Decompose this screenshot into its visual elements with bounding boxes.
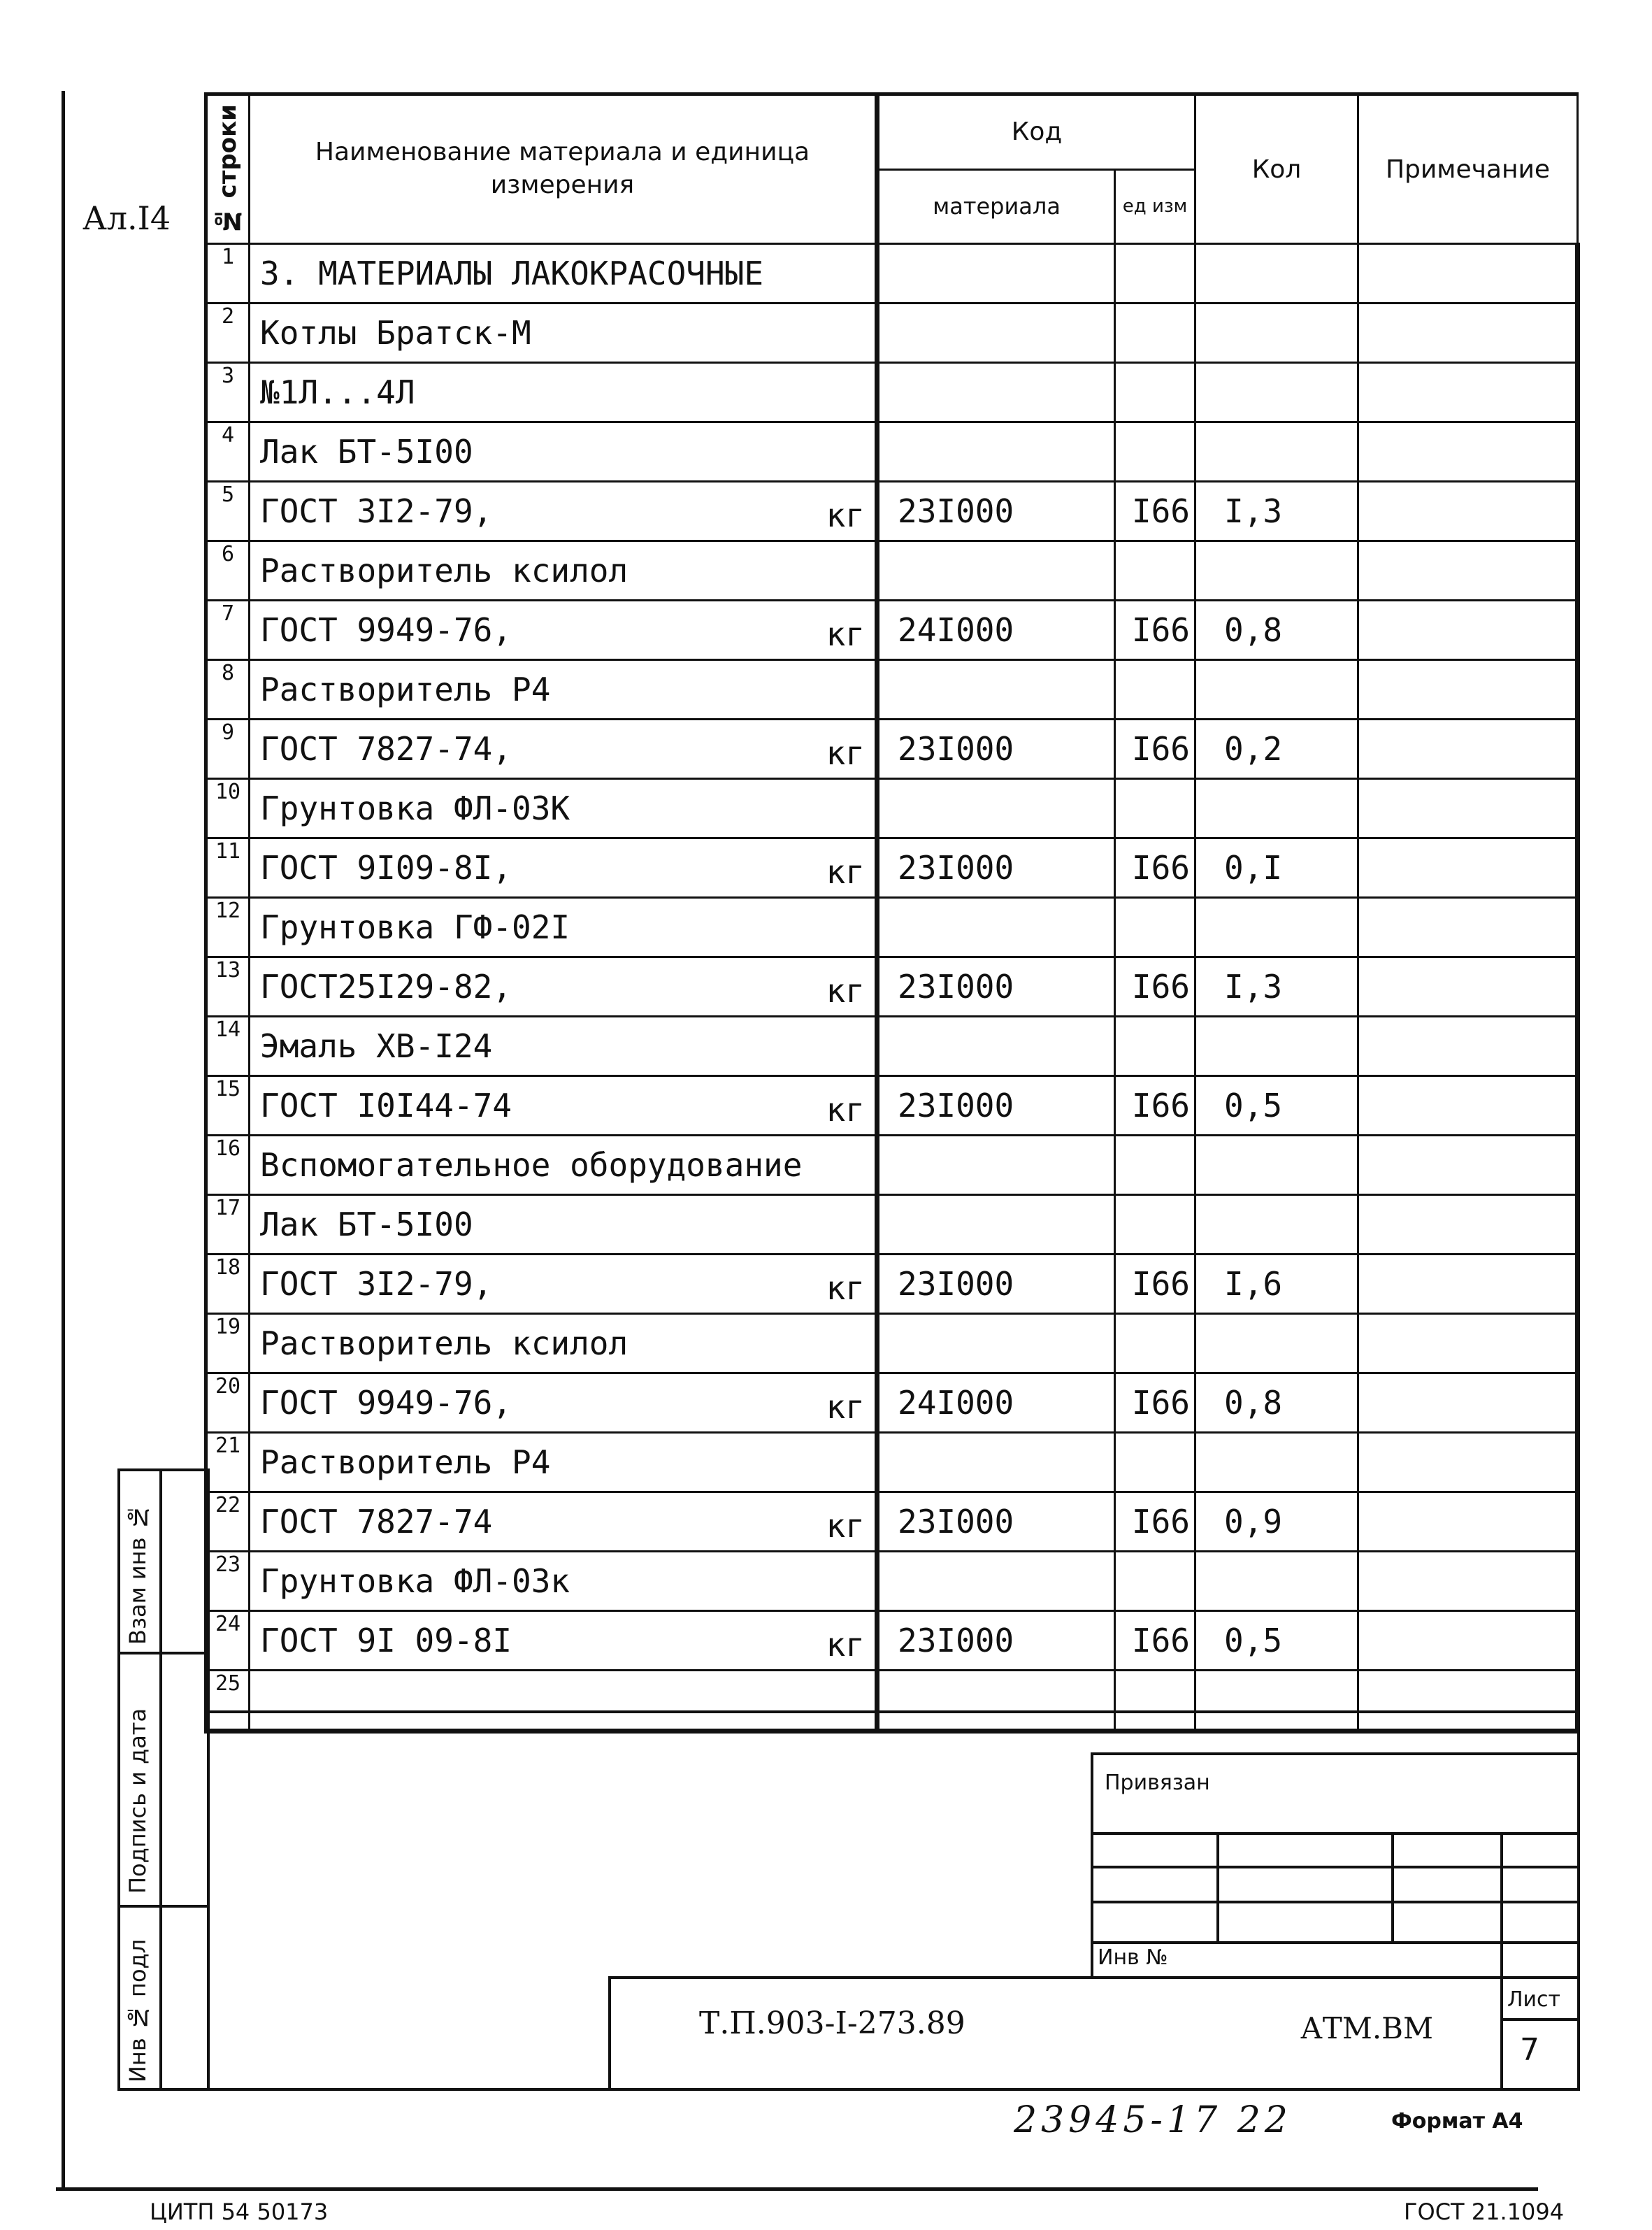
quantity — [1195, 422, 1358, 482]
row-number: 20 — [206, 1373, 250, 1433]
material-name — [250, 1492, 877, 1552]
material-name-text: ГОСТ I0I44-74 — [260, 1087, 512, 1124]
unit-label: кг — [826, 1388, 865, 1426]
table-row — [206, 1255, 1578, 1314]
stamp-line — [1500, 2018, 1580, 2021]
row-number: 25 — [206, 1671, 250, 1731]
row-number: 16 — [206, 1136, 250, 1195]
row-number: 10 — [206, 779, 250, 838]
material-name — [250, 1373, 877, 1433]
material-name — [250, 1611, 877, 1671]
material-name — [250, 838, 877, 898]
table-row — [206, 244, 1578, 303]
print-code-right: ГОСТ 21.1094 — [1404, 2199, 1565, 2225]
row-number: 11 — [206, 838, 250, 898]
unit-code — [1115, 779, 1195, 838]
stamp-line — [608, 1976, 1580, 1979]
material-code: 23I000 — [877, 482, 1115, 541]
unit-code: I66 — [1115, 601, 1195, 660]
material-code: 23I000 — [877, 1255, 1115, 1314]
side-stamp-divider — [159, 1468, 162, 2091]
material-name-text: Растворитель ксилол — [260, 1324, 629, 1362]
stamp-line — [1391, 1832, 1394, 1944]
unit-label: кг — [826, 972, 865, 1010]
material-name-text: ГОСТ 3I2-79, — [260, 492, 493, 530]
material-code — [877, 422, 1115, 482]
row-number: 5 — [206, 482, 250, 541]
row-number: 4 — [206, 422, 250, 482]
side-label-podpis: Подпись и дата — [124, 1708, 151, 1894]
stamp-line — [1091, 1752, 1580, 1755]
sheet-left-border — [62, 91, 65, 2189]
quantity: 0,8 — [1195, 601, 1358, 660]
unit-code — [1115, 1195, 1195, 1255]
row-number: 8 — [206, 660, 250, 720]
quantity — [1195, 1433, 1358, 1492]
unit-code: I66 — [1115, 1076, 1195, 1136]
material-name — [250, 1671, 877, 1731]
row-number: 22 — [206, 1492, 250, 1552]
table-row — [206, 838, 1578, 898]
stamp-line — [1091, 1832, 1580, 1835]
table-row — [206, 1136, 1578, 1195]
note — [1358, 1136, 1578, 1195]
side-stamp-line — [117, 1652, 210, 1654]
note — [1358, 779, 1578, 838]
material-name-text: Эмаль ХВ-I24 — [260, 1027, 493, 1065]
row-number: 3 — [206, 363, 250, 422]
material-code — [877, 1433, 1115, 1492]
row-number: 23 — [206, 1552, 250, 1611]
stamp-line — [1500, 1832, 1503, 2091]
material-name — [250, 720, 877, 779]
material-name — [250, 1255, 877, 1314]
row-number: 19 — [206, 1314, 250, 1373]
quantity: 0,5 — [1195, 1076, 1358, 1136]
material-name-text: ГОСТ 7827-74 — [260, 1503, 493, 1541]
material-name — [250, 601, 877, 660]
note — [1358, 1314, 1578, 1373]
row-number: 21 — [206, 1433, 250, 1492]
unit-code — [1115, 1017, 1195, 1076]
note — [1358, 1552, 1578, 1611]
quantity — [1195, 779, 1358, 838]
note — [1358, 838, 1578, 898]
note — [1358, 541, 1578, 601]
material-name — [250, 1017, 877, 1076]
stamp-list-number: 7 — [1520, 2032, 1539, 2068]
material-name-text: Грунтовка ГФ-02I — [260, 908, 570, 946]
material-code — [877, 1671, 1115, 1731]
stamp-doc-code: Т.П.903-I-273.89 — [699, 2006, 965, 2041]
material-name — [250, 1433, 877, 1492]
format-label: Формат А4 — [1391, 2109, 1523, 2133]
material-name-text: ГОСТ 3I2-79, — [260, 1265, 493, 1303]
material-code: 23I000 — [877, 720, 1115, 779]
table-body — [206, 244, 1578, 1731]
note — [1358, 422, 1578, 482]
table-row — [206, 1314, 1578, 1373]
quantity — [1195, 363, 1358, 422]
material-name-text: Вспомогательное оборудование — [260, 1146, 803, 1184]
stamp-line — [608, 1976, 611, 2091]
unit-code — [1115, 1433, 1195, 1492]
quantity — [1195, 1195, 1358, 1255]
quantity: 0,5 — [1195, 1611, 1358, 1671]
unit-code — [1115, 363, 1195, 422]
quantity — [1195, 898, 1358, 957]
material-code: 23I000 — [877, 1611, 1115, 1671]
unit-code — [1115, 898, 1195, 957]
stamp-list-label: Лист — [1507, 1987, 1561, 2012]
material-name — [250, 898, 877, 957]
unit-code — [1115, 1552, 1195, 1611]
note — [1358, 1017, 1578, 1076]
material-code — [877, 898, 1115, 957]
table-row — [206, 1373, 1578, 1433]
note — [1358, 601, 1578, 660]
material-name — [250, 482, 877, 541]
row-number: 7 — [206, 601, 250, 660]
stamp-inv-no: Инв № — [1098, 1945, 1168, 1970]
unit-code — [1115, 1671, 1195, 1731]
quantity — [1195, 660, 1358, 720]
material-name-text: Лак БТ-5I00 — [260, 1206, 473, 1243]
material-code: 23I000 — [877, 838, 1115, 898]
material-name-text: Котлы Братск-М — [260, 314, 531, 352]
stamp-line — [1091, 1901, 1580, 1903]
stamp-privyazan: Привязан — [1105, 1771, 1210, 1795]
table-row — [206, 482, 1578, 541]
table-row — [206, 1433, 1578, 1492]
table-row — [206, 660, 1578, 720]
table-row — [206, 1076, 1578, 1136]
note — [1358, 1373, 1578, 1433]
table-row — [206, 1611, 1578, 1671]
table-row — [206, 363, 1578, 422]
material-name-text: №1Л...4Л — [260, 373, 415, 411]
sheet-bottom-border — [56, 2187, 1538, 2191]
row-number: 1 — [206, 244, 250, 303]
unit-code: I66 — [1115, 482, 1195, 541]
unit-code: I66 — [1115, 838, 1195, 898]
table-row — [206, 1195, 1578, 1255]
quantity — [1195, 244, 1358, 303]
material-name — [250, 303, 877, 363]
material-name-text: ГОСТ 9949-76, — [260, 1384, 512, 1422]
note — [1358, 898, 1578, 957]
header-code-unit: ед изм — [1115, 169, 1195, 243]
note — [1358, 244, 1578, 303]
table-row — [206, 541, 1578, 601]
row-number: 6 — [206, 541, 250, 601]
table-row — [206, 601, 1578, 660]
row-number: 13 — [206, 957, 250, 1017]
material-name — [250, 779, 877, 838]
stamp-bottom-line — [117, 2088, 1580, 2091]
material-code: 24I000 — [877, 1373, 1115, 1433]
unit-code: I66 — [1115, 957, 1195, 1017]
material-code — [877, 244, 1115, 303]
material-name — [250, 422, 877, 482]
header-note: Примечание — [1358, 94, 1578, 244]
note — [1358, 957, 1578, 1017]
table-row — [206, 422, 1578, 482]
quantity: I,3 — [1195, 482, 1358, 541]
side-label-vzam: Взам инв № — [124, 1503, 151, 1645]
material-name-text: ГОСТ 9I09-8I, — [260, 849, 512, 887]
quantity: 0,I — [1195, 838, 1358, 898]
unit-code — [1115, 303, 1195, 363]
stamp-right-line — [1577, 1710, 1580, 2091]
unit-code — [1115, 660, 1195, 720]
material-name-text: ГОСТ 9949-76, — [260, 611, 512, 649]
material-name-text: Лак БТ-5I00 — [260, 433, 473, 471]
row-number: 15 — [206, 1076, 250, 1136]
note — [1358, 720, 1578, 779]
header-code: Код — [877, 94, 1195, 170]
note — [1358, 660, 1578, 720]
unit-label: кг — [826, 1091, 865, 1129]
stamp-top-line — [207, 1710, 1580, 1713]
material-code: 23I000 — [877, 1076, 1115, 1136]
quantity — [1195, 541, 1358, 601]
row-number: 18 — [206, 1255, 250, 1314]
material-code — [877, 779, 1115, 838]
material-name-text: Грунтовка ФЛ-03к — [260, 1562, 570, 1600]
unit-code — [1115, 541, 1195, 601]
stamp-line — [1091, 1941, 1580, 1944]
quantity: I,6 — [1195, 1255, 1358, 1314]
unit-label: кг — [826, 1626, 865, 1664]
unit-label: кг — [826, 1269, 865, 1307]
row-number: 2 — [206, 303, 250, 363]
table-row — [206, 720, 1578, 779]
table-row — [206, 1492, 1578, 1552]
material-name — [250, 1195, 877, 1255]
quantity: 0,8 — [1195, 1373, 1358, 1433]
sheet-reference: Ал.I4 — [82, 199, 171, 237]
side-stamp-line — [117, 1468, 210, 1471]
unit-code — [1115, 1314, 1195, 1373]
material-name — [250, 1314, 877, 1373]
material-name-text: ГОСТ25I29-82, — [260, 968, 512, 1006]
unit-label: кг — [826, 615, 865, 653]
quantity — [1195, 303, 1358, 363]
note — [1358, 1255, 1578, 1314]
header-code-material: материала — [877, 169, 1115, 243]
note — [1358, 1492, 1578, 1552]
header-name: Наименование материала и единица измерения — [250, 94, 877, 244]
unit-code — [1115, 422, 1195, 482]
table-row — [206, 303, 1578, 363]
row-number: 9 — [206, 720, 250, 779]
material-name — [250, 1076, 877, 1136]
table-row — [206, 1552, 1578, 1611]
material-name-text: Грунтовка ФЛ-03К — [260, 789, 570, 827]
note — [1358, 482, 1578, 541]
note — [1358, 1433, 1578, 1492]
quantity — [1195, 1552, 1358, 1611]
unit-label: кг — [826, 1507, 865, 1545]
quantity — [1195, 1314, 1358, 1373]
material-name — [250, 957, 877, 1017]
row-number: 14 — [206, 1017, 250, 1076]
material-name — [250, 1136, 877, 1195]
quantity: 0,9 — [1195, 1492, 1358, 1552]
material-code: 23I000 — [877, 957, 1115, 1017]
unit-code: I66 — [1115, 1373, 1195, 1433]
unit-label: кг — [826, 734, 865, 772]
unit-code: I66 — [1115, 1255, 1195, 1314]
row-number: 24 — [206, 1611, 250, 1671]
stamp-line — [1216, 1832, 1219, 1944]
side-stamp-divider — [207, 1468, 210, 2091]
material-name-text: Растворитель Р4 — [260, 671, 551, 708]
note — [1358, 363, 1578, 422]
materials-table — [204, 92, 1580, 1734]
material-code — [877, 1136, 1115, 1195]
header-qty: Кол — [1195, 94, 1358, 244]
unit-code: I66 — [1115, 1611, 1195, 1671]
material-code: 23I000 — [877, 1492, 1115, 1552]
unit-code — [1115, 1136, 1195, 1195]
unit-label: кг — [826, 496, 865, 534]
quantity — [1195, 1671, 1358, 1731]
material-code — [877, 363, 1115, 422]
stamp-line — [1091, 1866, 1580, 1868]
material-name-text: 3. МАТЕРИАЛЫ ЛАКОКРАСОЧНЫЕ — [260, 255, 764, 292]
material-code — [877, 660, 1115, 720]
side-stamp-line — [117, 1905, 210, 1908]
material-code — [877, 1314, 1115, 1373]
handwritten-number: 23945-17 22 — [1014, 2099, 1292, 2141]
print-code-left: ЦИТП 54 50173 — [150, 2199, 329, 2225]
material-code — [877, 303, 1115, 363]
unit-label: кг — [826, 853, 865, 891]
row-number: 12 — [206, 898, 250, 957]
note — [1358, 1076, 1578, 1136]
table-row — [206, 779, 1578, 838]
quantity — [1195, 1136, 1358, 1195]
table-row — [206, 898, 1578, 957]
material-name — [250, 363, 877, 422]
material-name-text: ГОСТ 9I 09-8I — [260, 1622, 512, 1659]
material-name — [250, 541, 877, 601]
quantity: I,3 — [1195, 957, 1358, 1017]
material-name — [250, 660, 877, 720]
material-name — [250, 1552, 877, 1611]
unit-code: I66 — [1115, 1492, 1195, 1552]
quantity — [1195, 1017, 1358, 1076]
unit-code: I66 — [1115, 720, 1195, 779]
material-code: 24I000 — [877, 601, 1115, 660]
table-row — [206, 1017, 1578, 1076]
material-code — [877, 541, 1115, 601]
material-name-text: ГОСТ 7827-74, — [260, 730, 512, 768]
table-row — [206, 1671, 1578, 1731]
unit-code — [1115, 244, 1195, 303]
row-number: 17 — [206, 1195, 250, 1255]
quantity: 0,2 — [1195, 720, 1358, 779]
table-row — [206, 957, 1578, 1017]
material-name-text: Растворитель ксилол — [260, 552, 629, 589]
side-label-inv-podl: Инв № подл — [124, 1938, 151, 2082]
material-name-text: Растворитель Р4 — [260, 1443, 551, 1481]
header-row-number: № строки — [206, 94, 250, 244]
note — [1358, 1195, 1578, 1255]
stamp-doc-mark: АТМ.ВМ — [1300, 2011, 1434, 2045]
note — [1358, 1671, 1578, 1731]
material-name — [250, 244, 877, 303]
note — [1358, 1611, 1578, 1671]
material-code — [877, 1195, 1115, 1255]
note — [1358, 303, 1578, 363]
side-stamp-divider — [117, 1468, 120, 2091]
material-code — [877, 1552, 1115, 1611]
material-code — [877, 1017, 1115, 1076]
